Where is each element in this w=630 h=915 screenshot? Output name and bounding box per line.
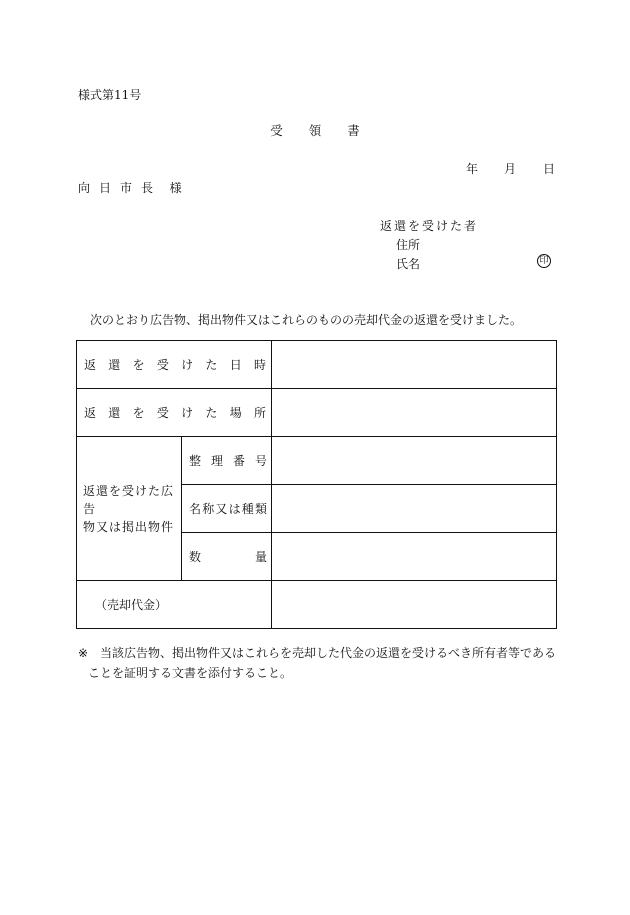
place-value-cell[interactable]	[272, 389, 557, 437]
serial-number-label	[182, 452, 271, 469]
label-char: 整	[189, 454, 202, 468]
note-line1: 当該広告物、掲出物件又はこれらを売却した代金の返還を受けるべき所有者等である	[100, 646, 557, 660]
item-group-label	[77, 482, 181, 536]
note-mark: ※	[78, 646, 89, 660]
serial-number-label-cell	[182, 437, 272, 485]
date-time-value-cell[interactable]	[272, 341, 557, 389]
label-char: け	[181, 358, 194, 372]
table-row	[77, 341, 557, 389]
label-char: 時	[253, 358, 266, 372]
place-label	[77, 404, 271, 421]
item-group-label-cell	[77, 437, 182, 581]
label-char: 番	[232, 454, 245, 468]
name-or-type-label	[182, 500, 271, 517]
label-char: 種	[241, 502, 254, 516]
label-char: 理	[210, 454, 223, 468]
form-number: 様式第11号	[78, 88, 142, 102]
label-char: を	[132, 358, 145, 372]
label-char: 数	[189, 550, 202, 564]
label-char: 還	[108, 406, 121, 420]
date-time-label	[77, 356, 271, 373]
name-or-type-label-cell	[182, 485, 272, 533]
footnote	[78, 643, 558, 683]
address-label: 住所	[396, 238, 421, 252]
date-month-label: 月	[504, 162, 517, 176]
label-char: 場	[229, 406, 242, 420]
place-label-cell	[77, 389, 272, 437]
seal-mark: 印	[537, 254, 551, 268]
addressee-name: 向日市長	[78, 181, 163, 195]
quantity-value-cell[interactable]	[272, 533, 557, 581]
name-label: 氏名	[396, 257, 421, 271]
label-char: 日	[229, 358, 242, 372]
label-char: を	[132, 406, 145, 420]
label-char: た	[205, 406, 218, 420]
label-char: 受	[156, 406, 169, 420]
quantity-label-cell	[182, 533, 272, 581]
note-line2: ことを証明する文書を添付すること。	[88, 666, 293, 680]
serial-number-value-cell[interactable]	[272, 437, 557, 485]
date-time-label-cell	[77, 341, 272, 389]
label-char: 名	[189, 502, 202, 516]
item-group-label-line1: 返還を受けた広告	[83, 483, 175, 516]
date-year-label: 年	[466, 162, 479, 176]
label-char: 受	[156, 358, 169, 372]
receipt-table	[76, 340, 557, 629]
label-char: 還	[108, 358, 121, 372]
addressee-honorific: 様	[169, 181, 182, 195]
label-char: 量	[254, 550, 267, 564]
recipient-label: 返還を受けた者	[380, 219, 479, 233]
sale-proceeds-label-cell	[77, 581, 272, 629]
sale-proceeds-value-cell[interactable]	[272, 581, 557, 629]
statement-text: 次のとおり広告物、掲出物件又はこれらのものの売却代金の返還を受けました。	[90, 313, 523, 327]
label-char: 所	[253, 406, 266, 420]
label-char: 返	[84, 406, 97, 420]
label-char: 返	[84, 358, 97, 372]
table-row	[77, 389, 557, 437]
label-char: た	[205, 358, 218, 372]
label-char: け	[181, 406, 194, 420]
table-row	[77, 437, 557, 485]
addressee	[78, 179, 182, 196]
name-or-type-value-cell[interactable]	[272, 485, 557, 533]
date-line	[466, 160, 555, 177]
table-row	[77, 581, 557, 629]
document-title: 受領書	[270, 123, 386, 138]
label-char: 類	[254, 502, 267, 516]
label-char: 称	[202, 502, 215, 516]
label-char: 号	[254, 454, 267, 468]
quantity-label	[182, 548, 271, 565]
label-char: は	[228, 502, 241, 516]
label-char: 又	[215, 502, 228, 516]
sale-proceeds-label: （売却代金）	[95, 598, 168, 612]
date-day-label: 日	[543, 162, 556, 176]
item-group-label-line2: 物又は掲出物件	[83, 519, 175, 534]
